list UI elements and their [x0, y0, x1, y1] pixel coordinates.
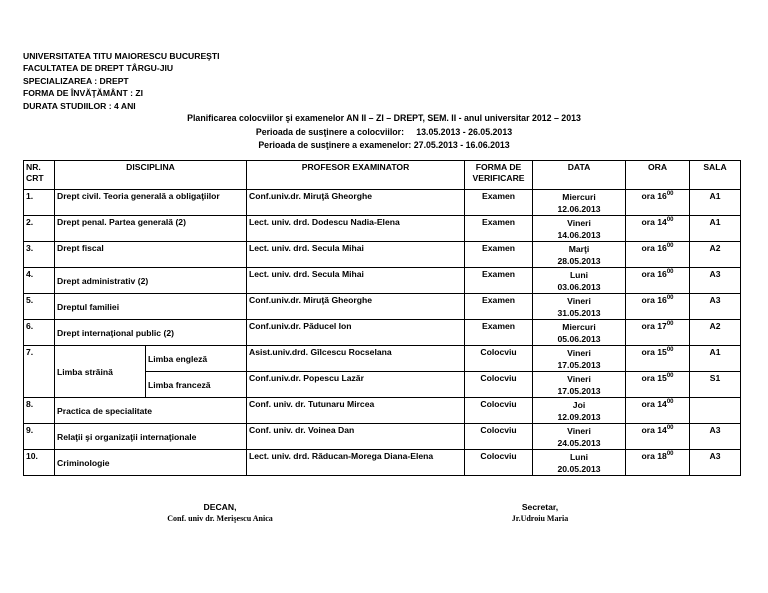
header-form: FORMA DE VERIFICARE	[465, 161, 533, 190]
header-date: DATA	[533, 161, 626, 190]
document-titles	[0, 112, 768, 153]
colloquia-period: Perioada de susţinere a colocviilor: 13.05.2013 - 26.05.2013	[255, 126, 513, 137]
table-row: 3. Drept fiscal Lect. univ. drd. Secula Mihai Examen Marţi 28.05.2013 ora $16^{00}$ A2	[24, 242, 741, 268]
table-header-row	[24, 161, 741, 190]
study-form: FORMA DE ÎNVĂŢĂMÂNT : ZI	[23, 88, 143, 99]
specialization: SPECIALIZAREA : DREPT	[23, 75, 129, 86]
table-row: 9. Relaţii şi organizaţii internaţionale Conf. univ. dr. Voinea Dan Colocviu Vineri 24.05.2013 ora $14^{00}$ A3	[24, 424, 741, 450]
table-row: 10. Criminologie Lect. univ. drd. Răducan-Morega Diana-Elena Colocviu Luni 20.05.2013 ora $18^{00}$ A3	[24, 450, 741, 476]
table-row: 5. Dreptul familiei Conf.univ.dr. Miruţă Gheorghe Examen Vineri 31.05.2013 ora $16^{00}$ A3	[24, 294, 741, 320]
table-row: 1. Drept civil. Teoria generală a obligaţiilor Conf.univ.dr. Miruţă Gheorghe Examen Miercuri 12.06.2013 ora $16^{00}$ A1	[24, 190, 741, 216]
exams-period: Perioada de susţinere a examenelor: 27.05.2013 - 16.06.2013	[258, 140, 510, 150]
header-discipline: DISCIPLINA	[55, 161, 247, 190]
dean-signature: DECAN, Conf. univ dr. Merişescu Anica	[167, 502, 273, 523]
header-sala: SALA	[690, 161, 741, 190]
table-row: 2. Drept penal. Partea generală (2) Lect. univ. drd. Dodescu Nadia-Elena Examen Vineri 14.06.2013 ora $14^{00}$ A1	[24, 216, 741, 242]
table-row: 6. Drept internaţional public (2) Conf.univ.dr. Păducel Ion Examen Miercuri 05.06.2013 ora $17^{00}$ A2	[24, 320, 741, 346]
secretary-signature: Secretar, Jr.Udroiu Maria	[511, 502, 569, 523]
study-duration: DURATA STUDIILOR : 4 ANI	[23, 100, 136, 111]
header-nr: NR. CRT	[24, 161, 55, 190]
schedule-title: Planificarea colocviilor şi examenelor AN II – ZI – DREPT, SEM. II - anul universitar 2012 – 2013	[187, 113, 581, 123]
header-ora: ORA	[626, 161, 690, 190]
university-name: UNIVERSITATEA TITU MAIORESCU BUCUREŞTI	[23, 51, 220, 61]
table-row: 7. Limba străină Limba engleză Asist.univ.drd. Gîlcescu Rocselana Colocviu Vineri 17.05.2013 ora $15^{00}$ A1	[24, 346, 741, 372]
table-row: 4. Drept administrativ (2) Lect. univ. drd. Secula Mihai Examen Luni 03.06.2013 ora $16^{00}$ A3	[24, 268, 741, 294]
table-row: 8. Practica de specialitate Conf. univ. dr. Tutunaru Mircea Colocviu Joi 12.09.2013 ora $14^{00}$	[24, 398, 741, 424]
exam-schedule-table	[23, 160, 741, 476]
faculty-name: FACULTATEA DE DREPT TÂRGU-JIU	[23, 63, 174, 74]
header-professor: PROFESOR EXAMINATOR	[247, 161, 465, 190]
table-row: Limba franceză Conf.univ.dr. Popescu Lazăr Colocviu Vineri 17.05.2013 ora $15^{00}$ S1	[24, 372, 741, 398]
institution-header	[23, 50, 220, 112]
